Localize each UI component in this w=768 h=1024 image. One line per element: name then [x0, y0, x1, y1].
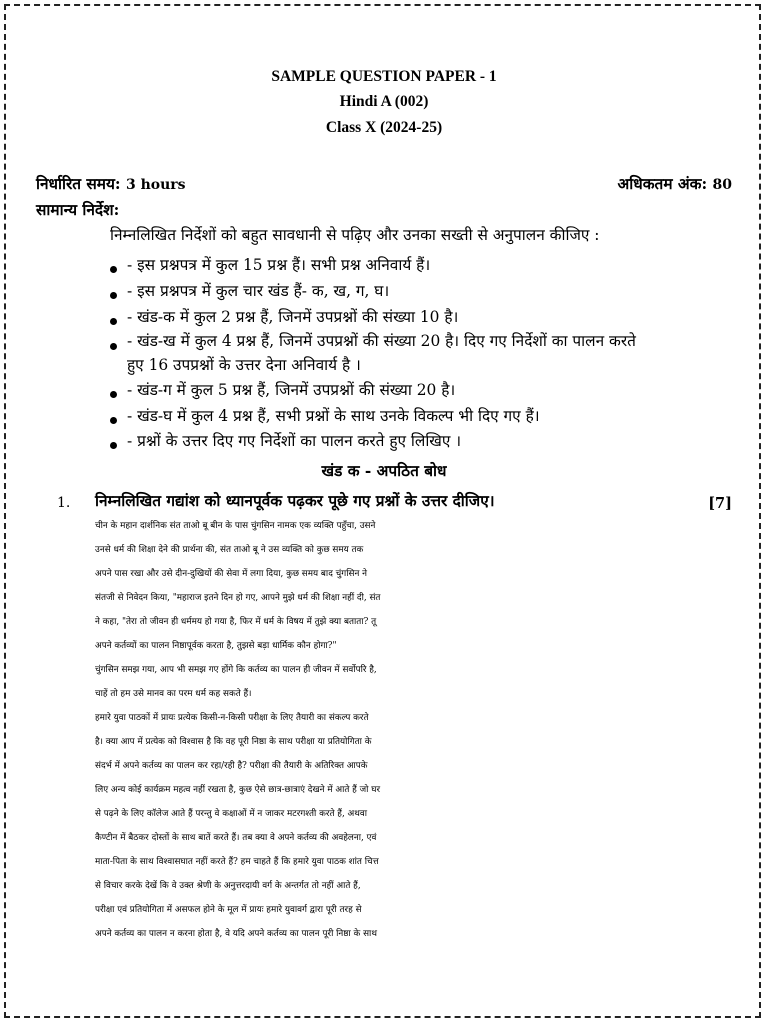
passage-line: संदर्भ में अपने कर्तव्य का पालन कर रहा/रही है? परीक्षा की तैयारी के अतिरिक्त आपके	[95, 761, 368, 771]
paper-title: SAMPLE QUESTION PAPER - 1	[271, 68, 497, 85]
question-marks: [7]	[708, 495, 732, 512]
passage-line: से विचार करके देखें कि वे उक्त श्रेणी के अनुत्तरदायी वर्ग के अन्तर्गत तो नहीं आते हैं,	[95, 881, 361, 891]
passage-line: अपने पास रखा और उसे दीन-दुखियों की सेवा में लगा दिया, कुछ समय बाद चुंगसिन ने	[95, 569, 367, 579]
marks-value: 80	[712, 177, 732, 193]
marks-row	[618, 174, 732, 196]
passage-line: चीन के महान दार्शनिक संत ताओ बू बीन के पास चुंगसिन नामक एक व्यक्ति पहुँचा, उसने	[95, 521, 376, 531]
passage-line: अपने कर्तव्य का पालन न करना होता है, वे यदि अपने कर्तव्य का पालन पूरी निष्ठा के साथ	[95, 929, 377, 939]
paper-subject: Hindi A (002)	[339, 93, 429, 110]
instruction-item: - खंड-क में कुल 2 प्रश्न हैं, जिनमें उपप्रश्नों की संख्या 10 है।	[127, 308, 459, 326]
passage-line: है। क्या आप में प्रत्येक को विश्वास है कि वह पूरी निष्ठा के साथ परीक्षा या प्रतियोगिता के	[95, 737, 372, 747]
section-title: खंड क - अपठित बोध	[321, 462, 447, 480]
instruction-item: - खंड-घ में कुल 4 प्रश्न हैं, सभी प्रश्नों के साथ उनके विकल्प भी दिए गए हैं।	[127, 407, 540, 425]
passage-line: चाहें तो हम उसे मानव का परम धर्म कह सकते हैं।	[95, 689, 252, 699]
passage-line: ने कहा, "तेरा तो जीवन ही धर्ममय हो गया है, फिर में धर्म के विषय में तुझे क्या बताता? तू	[95, 617, 377, 627]
bullet-icon	[110, 391, 117, 398]
time-label: निर्धारित समय:	[36, 175, 121, 193]
passage-line: माता-पिता के साथ विश्वासघात नहीं करते हैं? हम चाहते हैं कि हमारे युवा पाठक शांत चित्त	[95, 857, 379, 867]
passage-line: हमारे युवा पाठकों में प्रायः प्रत्येक किसी-न-किसी परीक्षा के लिए तैयारी का संकल्प करते	[95, 713, 369, 723]
marks-label: अधिकतम अंक:	[617, 175, 708, 193]
question-number: 1.	[57, 495, 71, 511]
general-instructions-heading: सामान्य निर्देश:	[36, 201, 120, 219]
question-prompt: निम्नलिखित गद्यांश को ध्यानपूर्वक पढ़कर पूछे गए प्रश्नों के उत्तर दीजिए।	[95, 492, 495, 510]
passage-line: लिए अन्य कोई कार्यक्रम महत्व नहीं रखता है, कुछ ऐसे छात्र-छात्राएं देखने में आते हैं जो घर	[95, 785, 381, 795]
bullet-icon	[110, 292, 117, 299]
paper-class: Class X (2024-25)	[325, 119, 443, 136]
passage-line: अपने कर्तव्यों का पालन निष्ठापूर्वक करता है, तुझसे बड़ा धार्मिक कौन होगा?"	[95, 641, 337, 651]
passage-line: चुंगसिन समझ गया, आप भी समझ गए होंगे कि कर्तव्य का पालन ही जीवन में सर्वोपरि है,	[95, 665, 377, 675]
instruction-item: - खंड-ग में कुल 5 प्रश्न हैं, जिनमें उपप्रश्नों की संख्या 20 है।	[127, 381, 456, 399]
bullet-icon	[110, 343, 117, 350]
instruction-item: - प्रश्नों के उत्तर दिए गए निर्देशों का पालन करते हुए लिखिए ।	[127, 432, 462, 450]
passage-line: परीक्षा एवं प्रतियोगिता में असफल होने के मूल में प्रायः हमारे युवावर्ग द्वारा पूरी तरह से	[95, 905, 362, 915]
instruction-item: - इस प्रश्नपत्र में कुल 15 प्रश्न हैं। सभी प्रश्न अनिवार्य हैं।	[127, 256, 431, 274]
instruction-item: - इस प्रश्नपत्र में कुल चार खंड हैं- क, ख, ग, घ।	[127, 282, 390, 300]
passage-line: से पढ़ने के लिए कॉलेज आते हैं परन्तु वे कक्षाओं में न जाकर मटरगश्ती करते हैं, अथवा	[95, 809, 368, 819]
time-value: 3 hours	[125, 177, 186, 193]
bullet-icon	[110, 442, 117, 449]
bullet-icon	[110, 266, 117, 273]
bullet-icon	[110, 417, 117, 424]
instructions-intro: निम्नलिखित निर्देशों को बहुत सावधानी से पढ़िए और उनका सख्ती से अनुपालन कीजिए :	[110, 226, 600, 244]
bullet-icon	[110, 318, 117, 325]
passage-line: कैण्टीन में बैठकर दोस्तों के साथ बातें करते हैं। तब क्या वे अपने कर्तव्य की अवहेलना, एवं	[95, 833, 377, 843]
instruction-item: - खंड-ख में कुल 4 प्रश्न हैं, जिनमें उपप्रश्नों की संख्या 20 है। दिए गए निर्देशों का पालन करते	[127, 332, 636, 350]
passage-line: उनसे धर्म की शिक्षा देने की प्रार्थना की, संत ताओ बू ने उस व्यक्ति को कुछ समय तक	[95, 545, 364, 555]
time-row	[36, 174, 186, 196]
instruction-item-continued: हुए 16 उपप्रश्नों के उत्तर देना अनिवार्य है ।	[127, 356, 361, 374]
passage-line: संतजी से निवेदन किया, "महाराज इतने दिन हो गए, आपने मुझे धर्म की शिक्षा नहीं दी, संत	[95, 593, 381, 603]
